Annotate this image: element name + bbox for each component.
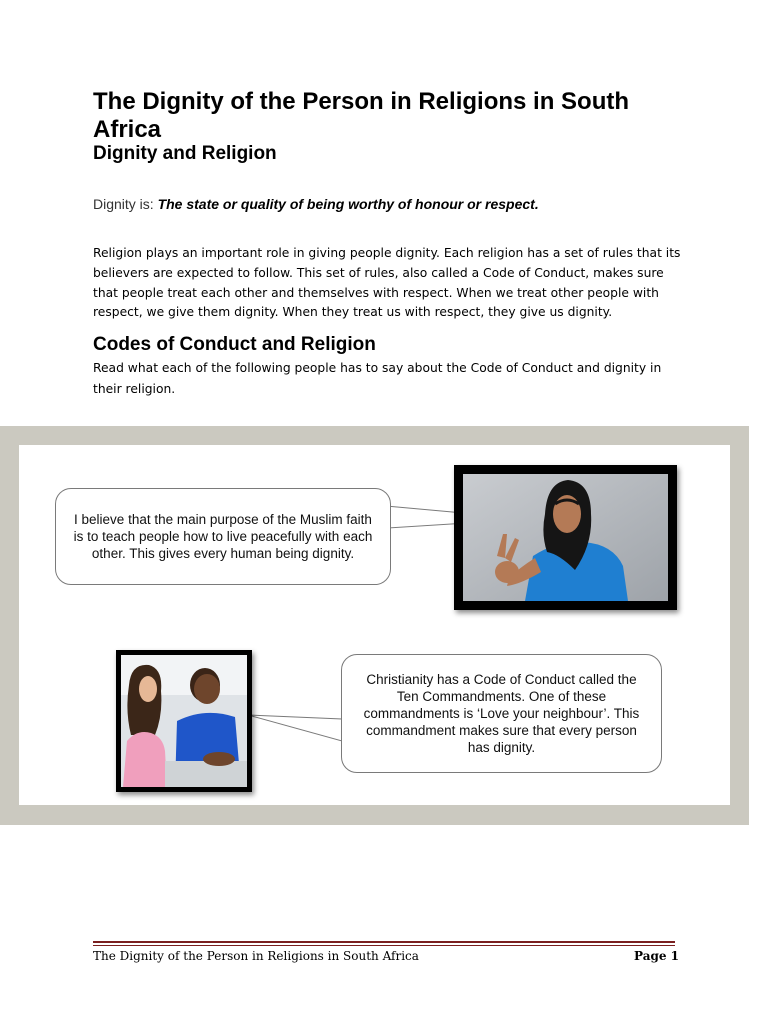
christian-couple-photo bbox=[116, 650, 252, 792]
document-title: The Dignity of the Person in Religions in South Africa bbox=[93, 88, 630, 143]
section-heading: Codes of Conduct and Religion bbox=[93, 334, 376, 355]
footer-rule-thin bbox=[93, 945, 675, 946]
body-paragraph: Religion plays an important role in giving people dignity. Each religion has a set of rules that its believers are expected to follow. This set of rules, also called a Code of Conduct, makes sure that people treat each other and themselves with respect. When we treat other people with respect, we give them dignity. When they treat us with respect, they give us dignity. bbox=[93, 246, 681, 320]
muslim-woman-photo bbox=[454, 465, 677, 610]
footer-title: The Dignity of the Person in Religions in South Africa bbox=[93, 949, 419, 963]
page-number: Page 1 bbox=[634, 949, 680, 963]
definition-label: Dignity is: bbox=[93, 196, 154, 212]
definition-text: The state or quality of being worthy of honour or respect. bbox=[157, 196, 539, 212]
muslim-speech-bubble: I believe that the main purpose of the Muslim faith is to teach people how to live peacefully with each other. This gives every human being dignity. bbox=[55, 488, 391, 585]
document-subtitle: Dignity and Religion bbox=[93, 143, 277, 164]
section-intro: Read what each of the following people has to say about the Code of Conduct and dignity in their religion. bbox=[93, 361, 662, 396]
footer-rule bbox=[93, 941, 675, 943]
christian-speech-bubble: Christianity has a Code of Conduct called the Ten Commandments. One of these commandments is ‘Love your neighbour’. This commandment makes sure that every person has dignity. bbox=[341, 654, 662, 773]
